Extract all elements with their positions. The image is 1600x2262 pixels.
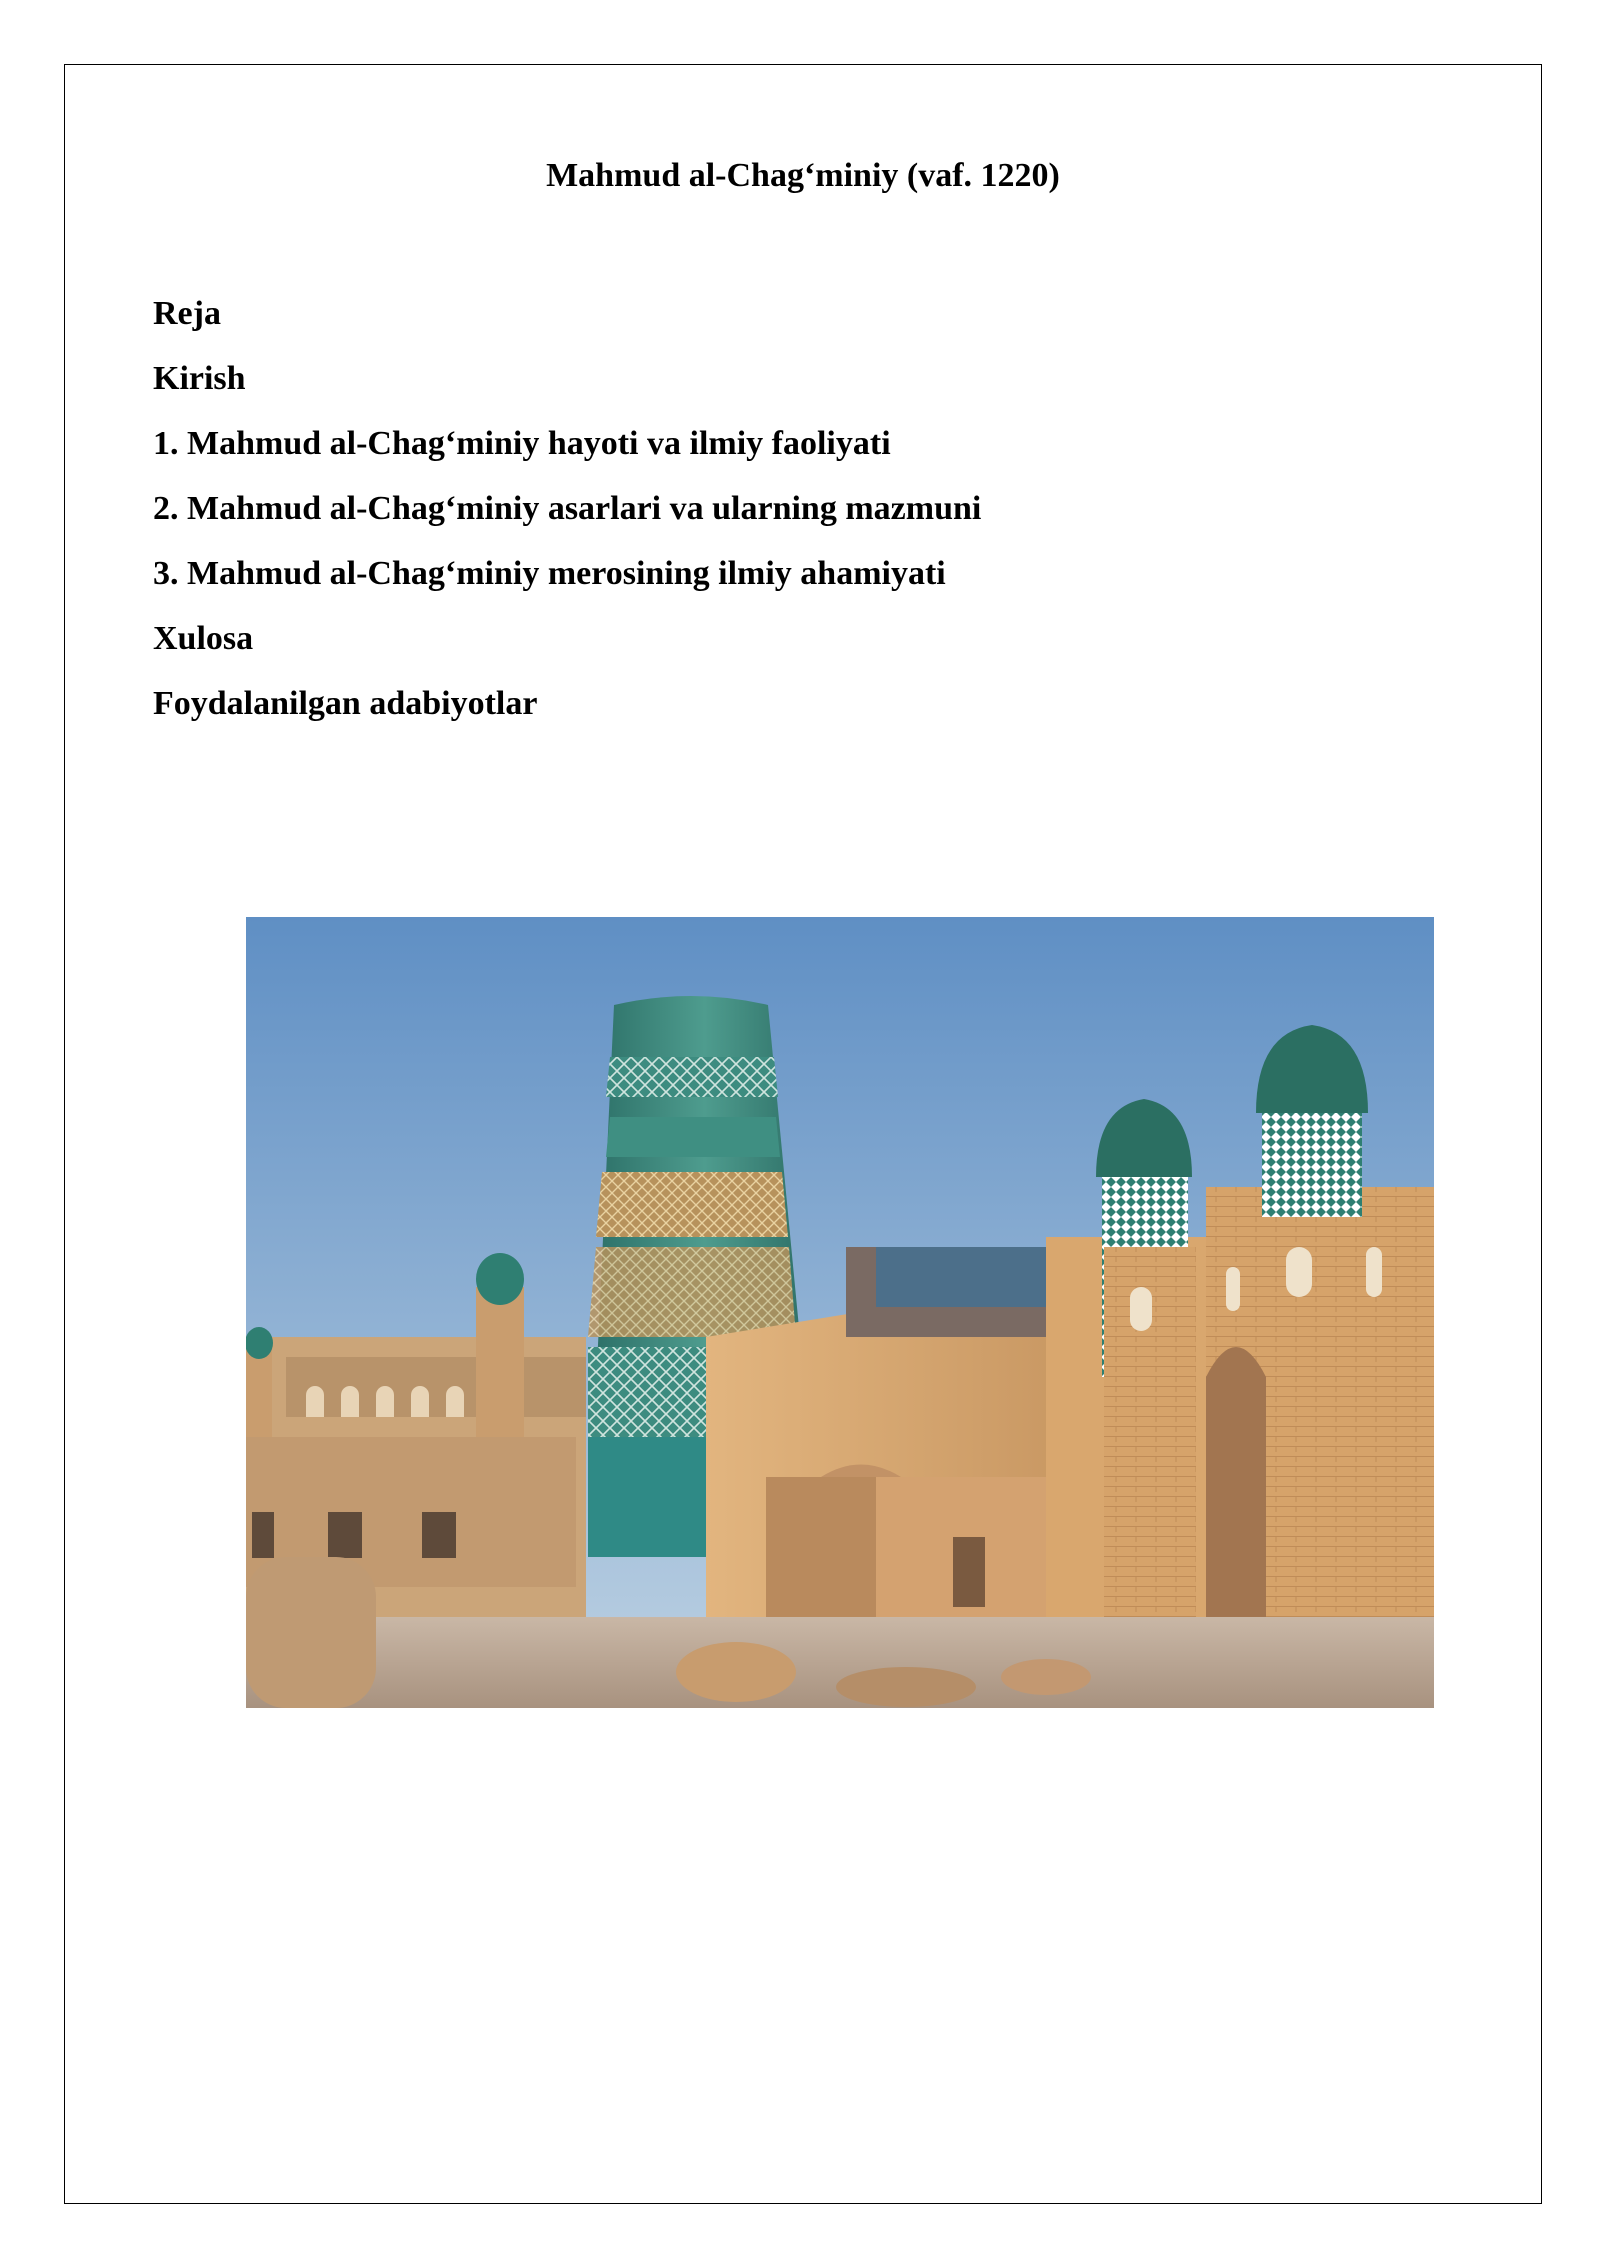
plan-item-2: 2. Mahmud al-Chag‘miniy asarlari va ularning mazmuni [153, 490, 982, 527]
plan-item-3: 3. Mahmud al-Chag‘miniy merosining ilmiy ahamiyati [153, 555, 946, 592]
plan-item-1: 1. Mahmud al-Chag‘miniy hayoti va ilmiy faoliyati [153, 425, 891, 462]
document-title: Mahmud al-Chag‘miniy (vaf. 1220) [546, 157, 1060, 194]
plan-item-introduction: Kirish [153, 360, 246, 397]
minaret-illustration [246, 917, 1434, 1708]
minaret-photo [246, 917, 1434, 1708]
plan-item-references: Foydalanilgan adabiyotlar [153, 685, 538, 722]
plan-heading: Reja [153, 295, 221, 332]
plan-list [153, 281, 981, 736]
plan-item-conclusion: Xulosa [153, 620, 254, 657]
